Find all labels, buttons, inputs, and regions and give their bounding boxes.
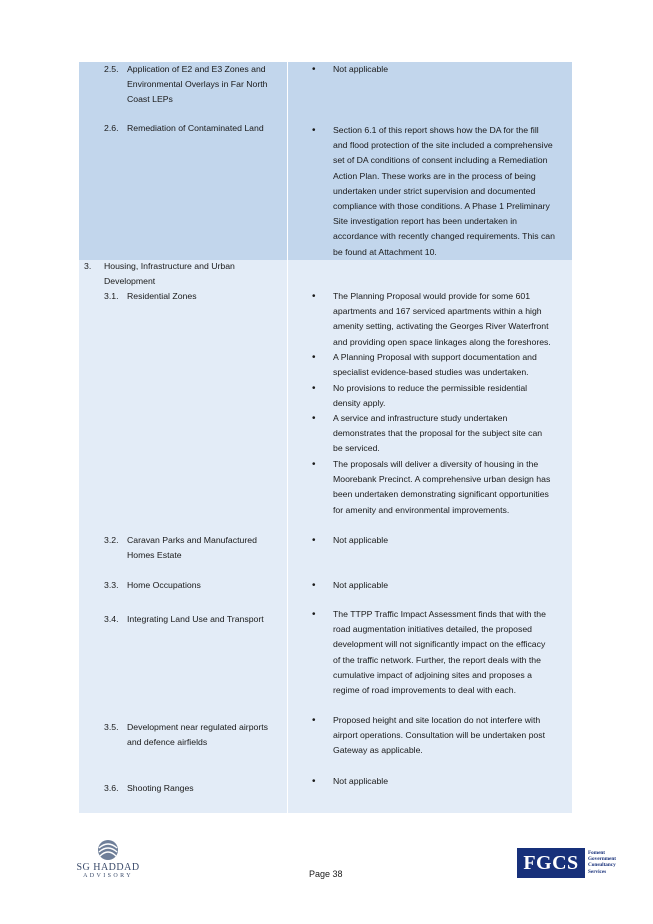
logo-subtitle: ADVISORY [83,873,133,879]
page-number: Page 38 [309,869,343,879]
item-title: Home Occupations [127,580,201,590]
bullet-icon: • [312,609,316,620]
item-response: No provisions to reduce the permissible residential density apply. [333,383,528,409]
item-number: 3.4. [104,614,119,624]
item-number: 3.6. [104,783,119,793]
globe-icon [96,838,120,862]
item-response: A Planning Proposal with support documentation and specialist evidence-based studies was undertaken. [333,352,537,378]
bullet-icon: • [312,383,316,394]
item-title: Application of E2 and E3 Zones and Environmental Overlays in Far North Coast LEPs [127,64,268,105]
column-divider [287,62,288,813]
item-response: Proposed height and site location do not interfere with airport operations. Consultation will be undertaken post Gateway as applicable. [333,715,546,756]
bullet-icon: • [312,459,316,470]
fgcs-wordmark: FGCS [517,848,585,878]
item-number: 2.6. [104,123,119,133]
item-response: Not applicable [333,580,389,590]
item-number: 2.5. [104,64,119,74]
bullet-icon: • [312,413,316,424]
item-title: Shooting Ranges [127,783,194,793]
item-number: 3.1. [104,291,119,301]
item-response: A service and infrastructure study undertaken demonstrates that the proposal for the subject site can be serviced. [333,413,543,454]
item-response: Not applicable [333,776,389,786]
item-response: The Planning Proposal would provide for some 601 apartments and 167 serviced apartments within a high amenity setting, activating the Georges River Waterfront and providing open space linkages along the foreshores. [333,291,551,347]
item-response: Not applicable [333,64,389,74]
item-response: Section 6.1 of this report shows how the DA for the fill and flood protection of the site included a comprehensive set of DA conditions of consent including a Remediation Action Plan. These works are in the process of being undertaken under strict supervision and documented compliance with those conditions. A Phase 1 Preliminary Site investigation report has been undertaken in accordance with recently changed requirements. This can be found at Attachment 10. [333,125,555,257]
item-response: The proposals will deliver a diversity of housing in the Moorebank Precinct. A comprehensive urban design has been undertaken demonstrating significant opportunities for amenity and environmental improvements. [333,459,551,515]
sg-haddad-logo [76,838,140,884]
fgcs-tagline: Foment Government Consultancy Services [588,850,616,875]
section-title: Housing, Infrastructure and Urban Development [104,261,235,287]
bullet-icon: • [312,352,316,363]
bullet-icon: • [312,715,316,726]
section-number: 3. [84,261,92,271]
item-number: 3.5. [104,722,119,732]
bullet-icon: • [312,291,316,302]
item-title: Integrating Land Use and Transport [127,614,264,624]
logo-name: SG HADDAD [76,862,140,873]
item-response: The TTPP Traffic Impact Assessment finds that with the road augmentation initiatives detailed, the proposed development will not significantly impact on the efficacy of the traffic network. Further, the report deals with the cumulative impact of adjoining sites and proposes a regime of road improvements to deal with each. [333,609,546,696]
item-title: Development near regulated airports and defence airfields [127,722,269,748]
bullet-icon: • [312,125,316,136]
item-response: Not applicable [333,535,389,545]
item-title: Residential Zones [127,291,197,301]
item-number: 3.3. [104,580,119,590]
bullet-icon: • [312,64,316,75]
bullet-icon: • [312,776,316,787]
bullet-icon: • [312,580,316,591]
item-number: 3.2. [104,535,119,545]
bullet-icon: • [312,535,316,546]
fgcs-logo [517,848,623,882]
item-title: Remediation of Contaminated Land [127,123,264,133]
item-title: Caravan Parks and Manufactured Homes Estate [127,535,257,561]
